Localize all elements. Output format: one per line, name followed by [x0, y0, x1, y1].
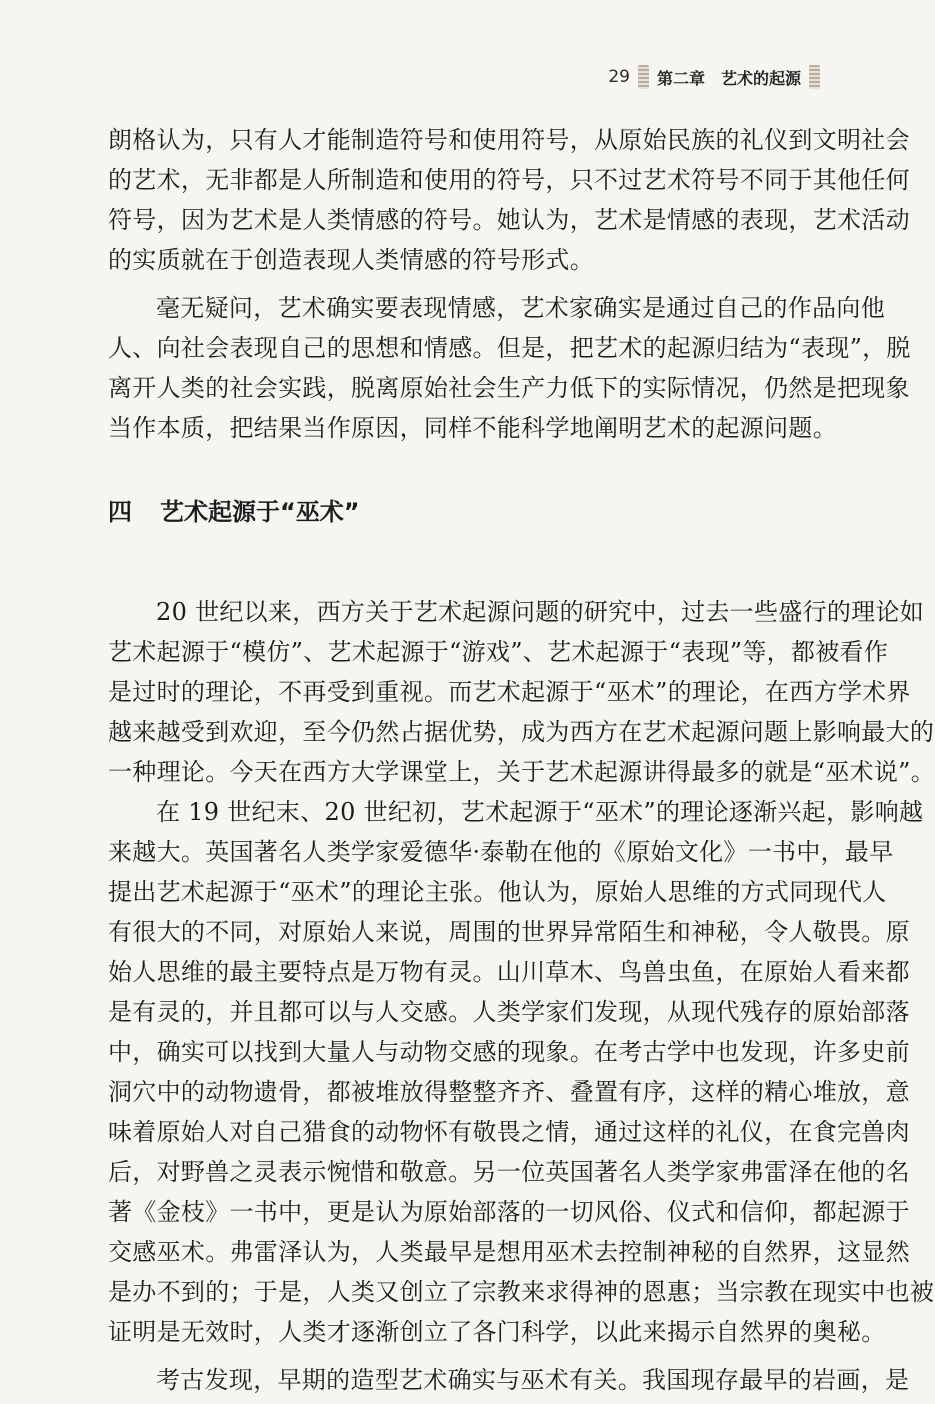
text-line: 著《金枝》一书中，更是认为原始部落的一切风俗、仪式和信仰，都起源于: [108, 1198, 910, 1226]
text-line: 是办不到的；于是，人类又创立了宗教来求得神的恩惠；当宗教在现实中也被: [108, 1278, 935, 1306]
paragraph: [108, 1360, 910, 1400]
text-line: 是过时的理论，不再受到重视。而艺术起源于“巫术”的理论，在西方学术界: [108, 678, 911, 706]
text-line: 当作本质，把结果当作原因，同样不能科学地阐明艺术的起源问题。: [108, 414, 837, 442]
text-line: 交感巫术。弗雷泽认为，人类最早是想用巫术去控制神秘的自然界，这显然: [108, 1238, 910, 1266]
text-line: 20 世纪以来，西方关于艺术起源问题的研究中，过去一些盛行的理论如: [156, 598, 925, 626]
header-ornament-right: [809, 65, 820, 89]
text-line: 来越大。英国著名人类学家爱德华·泰勒在他的《原始文化》一书中，最早: [108, 838, 894, 866]
text-line: 证明是无效时，人类才逐渐创立了各门科学，以此来揭示自然界的奥秘。: [108, 1318, 886, 1346]
paragraph: [108, 120, 910, 280]
text-line: 后，对野兽之灵表示惋惜和敬意。另一位英国著名人类学家弗雷泽在他的名: [108, 1158, 910, 1186]
text-line: 洞穴中的动物遗骨，都被堆放得整整齐齐、叠置有序，这样的精心堆放，意: [108, 1078, 910, 1106]
text-line: 中，确实可以找到大量人与动物交感的现象。在考古学中也发现，许多史前: [108, 1038, 910, 1066]
text-line: 艺术起源于“模仿”、艺术起源于“游戏”、艺术起源于“表现”等，都被看作: [108, 638, 889, 666]
text-line: 的实质就在于创造表现人类情感的符号形式。: [108, 246, 594, 274]
paragraph: [108, 592, 935, 792]
page-body: [108, 120, 935, 1400]
running-header: [600, 62, 850, 92]
text-line: 考古发现，早期的造型艺术确实与巫术有关。我国现存最早的岩画，是: [156, 1366, 910, 1394]
text-line: 毫无疑问，艺术确实要表现情感，艺术家确实是通过自己的作品向他: [156, 294, 885, 322]
text-line: 的艺术，无非都是人所制造和使用的符号，只不过艺术符号不同于其他任何: [108, 166, 910, 194]
page-number: 29: [608, 67, 630, 87]
text-line: 味着原始人对自己猎食的动物怀有敬畏之情，通过这样的礼仪，在食完兽肉: [108, 1118, 910, 1146]
text-line: 越来越受到欢迎，至今仍然占据优势，成为西方在艺术起源问题上影响最大的: [108, 718, 935, 746]
text-line: 离开人类的社会实践，脱离原始社会生产力低下的实际情况，仍然是把现象: [108, 374, 910, 402]
text-line: 始人思维的最主要特点是万物有灵。山川草木、鸟兽虫鱼，在原始人看来都: [108, 958, 910, 986]
text-line: 符号，因为艺术是人类情感的符号。她认为，艺术是情感的表现，艺术活动: [108, 206, 910, 234]
section-heading: [108, 492, 834, 532]
chapter-title: 第二章 艺术的起源: [657, 68, 802, 88]
paragraph: [108, 288, 911, 448]
text-line: 有很大的不同，对原始人来说，周围的世界异常陌生和神秘，令人敬畏。原: [108, 918, 910, 946]
header-ornament-left: [638, 65, 649, 89]
text-line: 提出艺术起源于“巫术”的理论主张。他认为，原始人思维的方式同现代人: [108, 878, 887, 906]
section-number: 四: [108, 498, 132, 526]
text-line: 在 19 世纪末、20 世纪初，艺术起源于“巫术”的理论逐渐兴起，影响越: [156, 798, 924, 826]
paragraph: [108, 792, 935, 1352]
text-line: 一种理论。今天在西方大学课堂上，关于艺术起源讲得最多的就是“巫术说”。: [108, 758, 935, 786]
text-line: 人、向社会表现自己的思想和情感。但是，把艺术的起源归结为“表现”，脱: [108, 334, 911, 362]
section-title: 艺术起源于“巫术”: [160, 498, 360, 526]
text-line: 是有灵的，并且都可以与人交感。人类学家们发现，从现代残存的原始部落: [108, 998, 910, 1026]
text-line: 朗格认为，只有人才能制造符号和使用符号，从原始民族的礼仪到文明社会: [108, 126, 910, 154]
